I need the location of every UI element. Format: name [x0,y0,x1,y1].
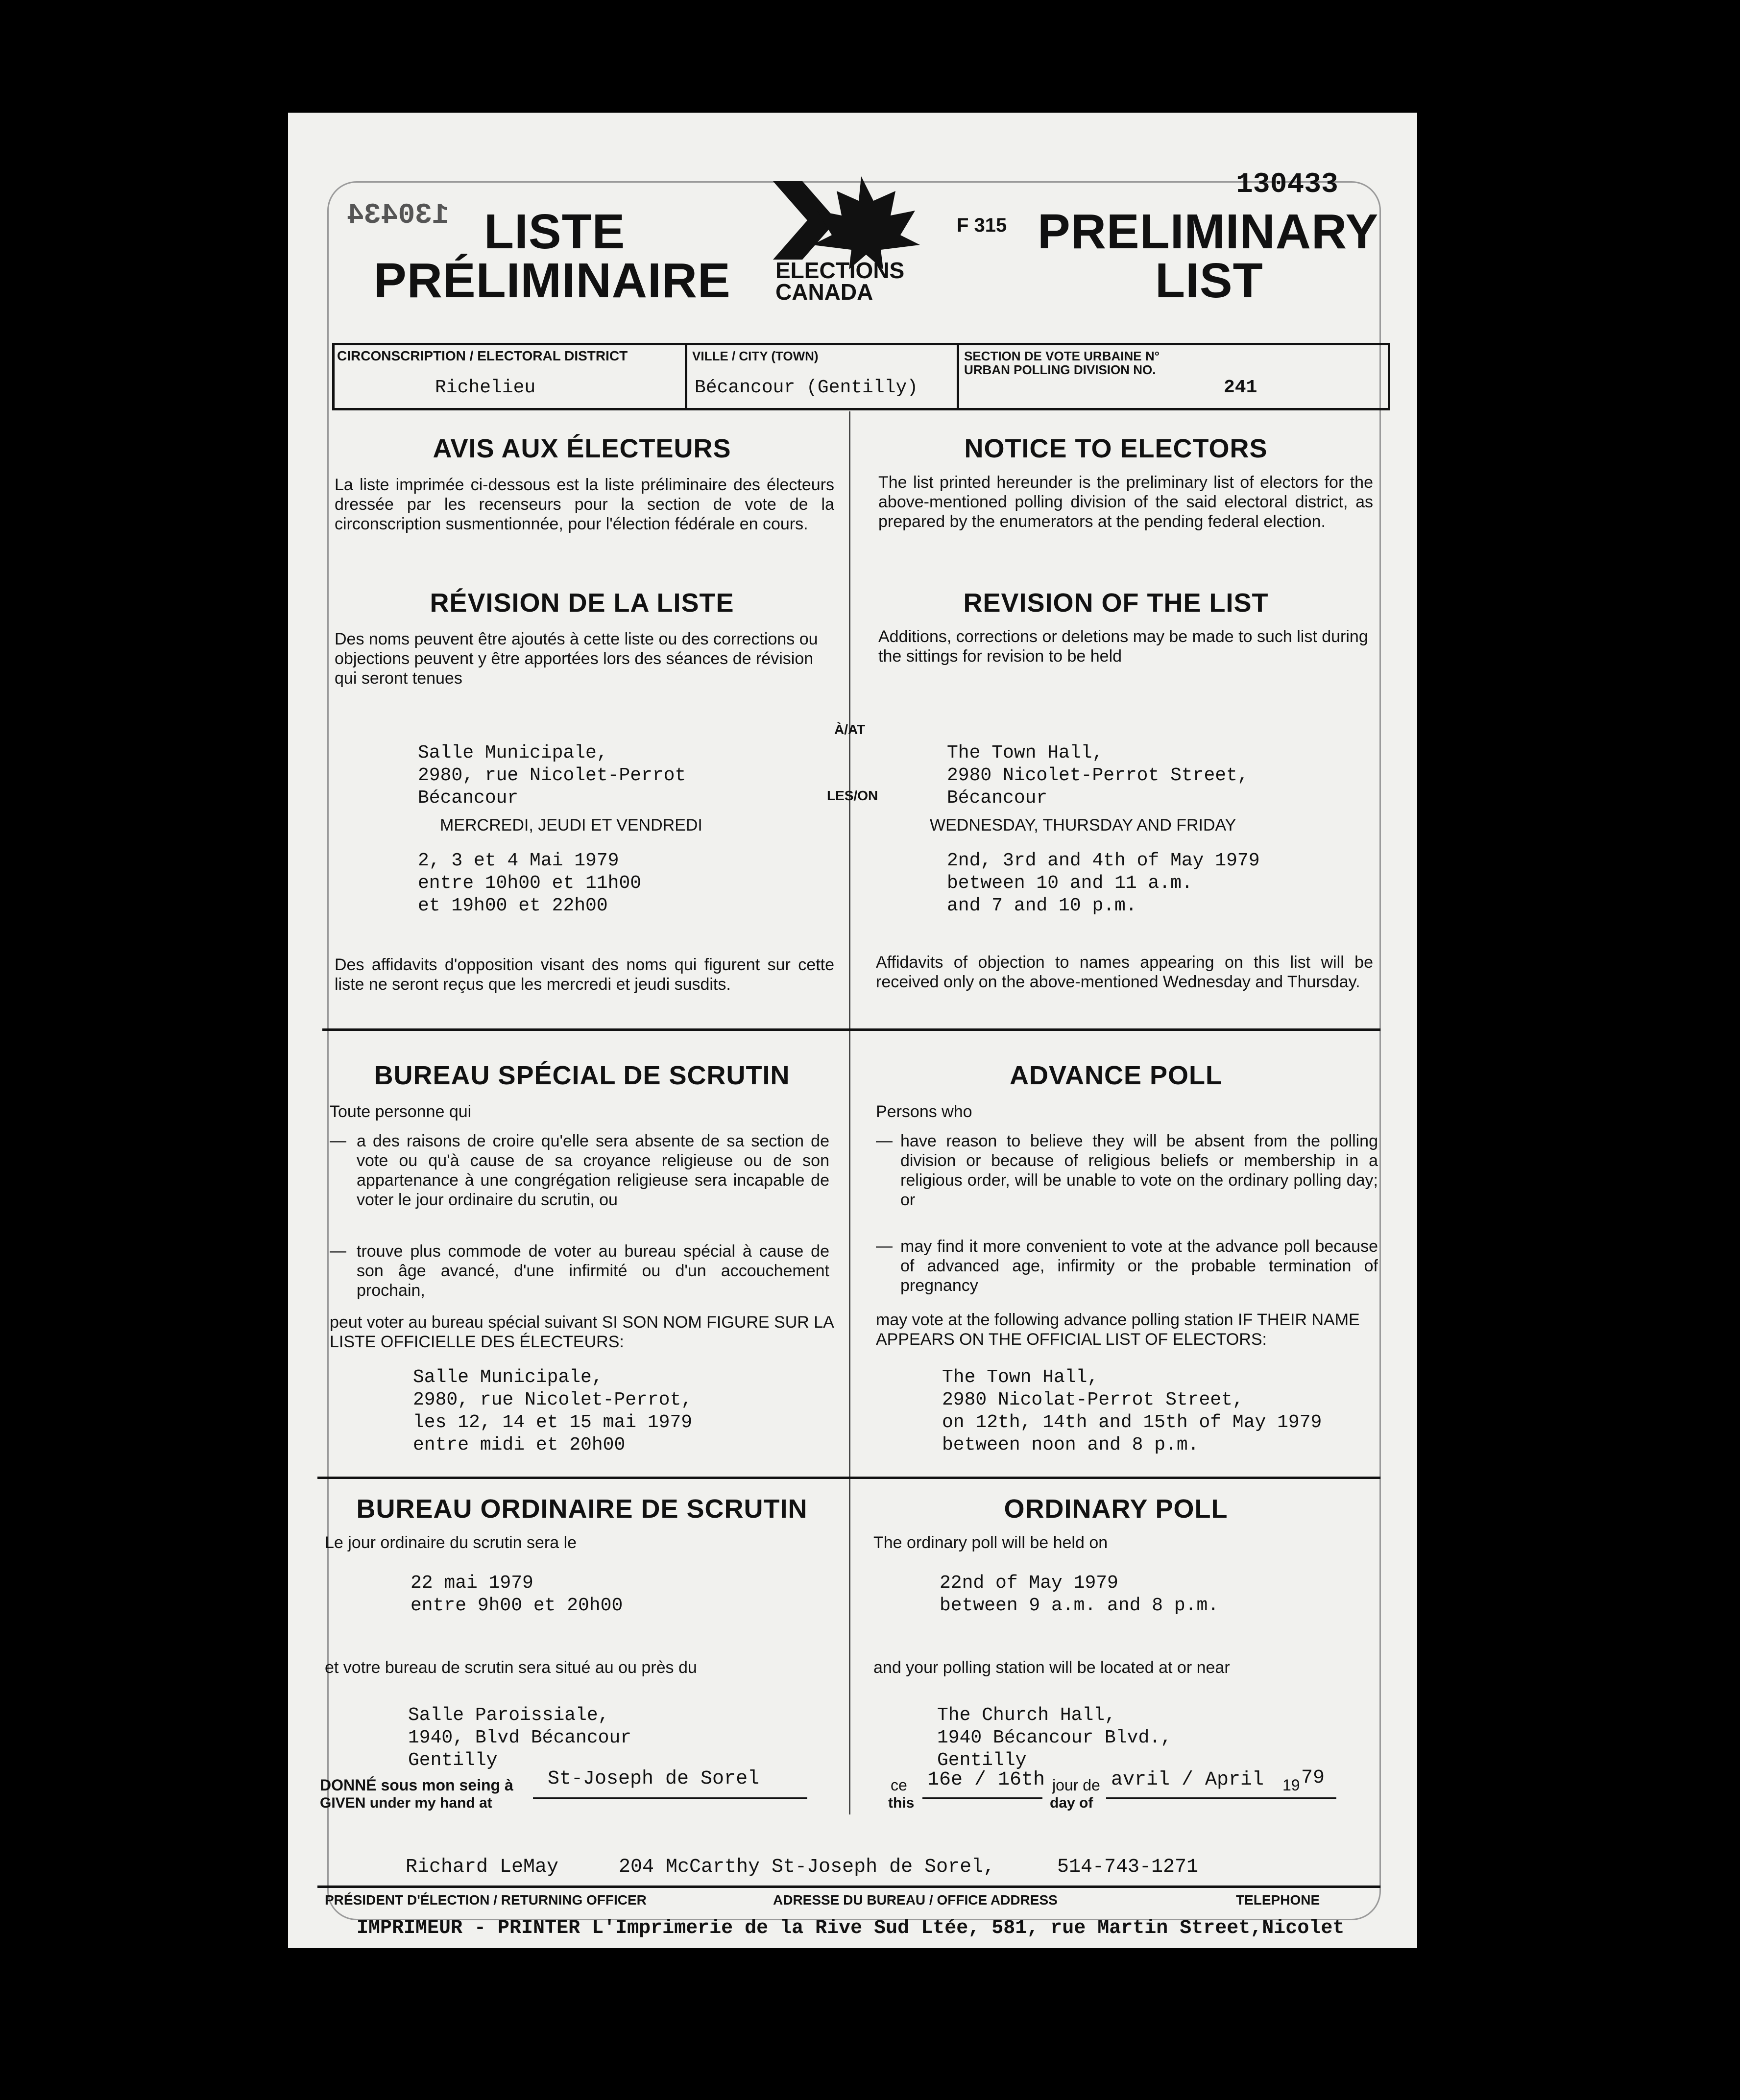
officer-phone: 514-743-1271 [1057,1856,1199,1878]
given-place-value: St-Joseph de Sorel [548,1768,760,1790]
advance-intro-en: Persons who [876,1102,972,1121]
title-fr-line2: PRÉLIMINAIRE [374,253,731,308]
affidavit-fr: Des affidavits d'opposition visant des noms qui figurent sur cette liste ne seront reçus que les mercredi et jeudi susdits. [335,955,834,994]
column-divider [849,411,850,1814]
advance-place-fr: Salle Municipale, 2980, rue Nicolet-Perrot, les 12, 14 et 15 mai 1979 entre midi et 20h00 [413,1367,693,1456]
revision-body-fr: Des noms peuvent être ajoutés à cette liste ou des corrections ou objections peuvent y être apportées lors des séances de révision qui seront tenues [335,630,818,688]
section-rule-1 [322,1028,1380,1031]
revision-title-en: REVISION OF THE LIST [963,588,1269,618]
advance-title-en: ADVANCE POLL [1009,1061,1222,1090]
notice-body-fr: La liste imprimée ci-dessous est la liste préliminaire des électeurs dressée par les recenseurs pour la section de vote de la circonscription susmentionnée, pour l'élection fédérale en cours. [335,476,834,533]
advance-place-en: The Town Hall, 2980 Nicolat-Perrot Street, on 12th, 14th and 15th of May 1979 between noon and 8 p.m. [942,1367,1322,1456]
revision-days-fr: MERCREDI, JEUDI ET VENDREDI [440,816,702,835]
affidavit-en: Affidavits of objection to names appearing on this list will be received only on the above-mentioned Wednesday and Thursday. [876,953,1373,991]
division-value: 241 [1224,377,1257,398]
ordinary-title-fr: BUREAU ORDINAIRE DE SCRUTIN [356,1494,808,1524]
logo-text-line1: ELECTIONS [775,258,905,283]
jour-de-label: jour de [1052,1776,1100,1794]
revision-body-en: Additions, corrections or deletions may be made to such list during the sittings for revision to be held [878,627,1368,666]
advance-bullet2-en: may find it more convenient to vote at the advance poll because of advanced age, infirmity or the probable termination of pregnancy [900,1237,1378,1295]
ordinary-station-intro-fr: et votre bureau de scrutin sera situé au ou près du [325,1658,697,1677]
section-rule-2 [317,1477,1380,1479]
given-label-en: GIVEN under my hand at [320,1795,492,1811]
ordinary-date-fr: 22 mai 1979 entre 9h00 et 20h00 [411,1573,623,1616]
officer-address-label: ADRESSE DU BUREAU / OFFICE ADDRESS [773,1892,1058,1908]
officer-address: 204 McCarthy St-Joseph de Sorel, [619,1856,995,1878]
given-label-fr: DONNÉ sous mon seing à [320,1776,513,1794]
day-of-label: day of [1050,1795,1093,1811]
division-label-1: SECTION DE VOTE URBAINE N° [964,349,1160,363]
officer-name-label: PRÉSIDENT D'ÉLECTION / RETURNING OFFICER [325,1892,647,1908]
title-en-line2: LIST [1155,253,1263,308]
serial-number-left: 130434 [347,200,449,232]
form-number: F 315 [957,215,1007,236]
advance-bullet1-en: have reason to believe they will be absent from the polling division or because of religious beliefs or membership in a religious order, will be unable to vote on the ordinary polling day; or [900,1132,1378,1209]
ordinary-place-fr: Salle Paroissiale, 1940, Blvd Bécancour Gentilly [408,1705,632,1771]
ordinary-title-en: ORDINARY POLL [1004,1494,1228,1524]
serial-number-right: 130433 [1236,169,1338,201]
advance-outro-fr: peut voter au bureau spécial suivant SI SON NOM FIGURE SUR LA LISTE OFFICIELLE DES ÉLECTEURS: [330,1313,833,1351]
notice-title-en: NOTICE TO ELECTORS [964,434,1268,463]
ordinary-station-intro-en: and your polling station will be located at or near [873,1658,1230,1677]
advance-bullet1-fr: a des raisons de croire qu'elle sera absente de sa section de vote ou qu'à cause de sa croyance religieuse ou de son appartenance à une congrégation religieuse sera incapable de voter le jour ordinaire du scrutin, ou [357,1132,829,1209]
day-value: 16e / 16th [927,1769,1045,1791]
officer-rule [317,1885,1380,1888]
ce-label: ce [891,1776,907,1794]
on-label: LES/ON [827,788,878,803]
title-fr-line1: LISTE [484,204,626,259]
this-label: this [888,1795,915,1811]
year-prefix: 19 [1282,1776,1300,1794]
month-value: avril / April [1111,1769,1264,1791]
at-label: À/AT [834,722,866,737]
notice-body-en: The list printed hereunder is the preliminary list of electors for the above-mentioned polling division of the said electoral district, as prepared by the enumerators at the pending federal election. [878,473,1373,531]
division-label-2: URBAN POLLING DIVISION NO. [964,362,1156,377]
revision-dates-fr: 2, 3 et 4 Mai 1979 entre 10h00 et 11h00 et 19h00 et 22h00 [418,850,642,916]
notice-title-fr: AVIS AUX ÉLECTEURS [433,434,731,463]
district-value: Richelieu [435,377,536,398]
advance-title-fr: BUREAU SPÉCIAL DE SCRUTIN [374,1061,790,1090]
revision-dates-en: 2nd, 3rd and 4th of May 1979 between 10 and 11 a.m. and 7 and 10 p.m. [947,850,1260,916]
revision-days-en: WEDNESDAY, THURSDAY AND FRIDAY [930,816,1236,835]
ordinary-place-en: The Church Hall, 1940 Bécancour Blvd., Gentilly [937,1705,1172,1771]
elections-canada-logo-icon [768,171,954,269]
ordinary-intro-fr: Le jour ordinaire du scrutin sera le [325,1533,577,1552]
ordinary-date-en: 22nd of May 1979 between 9 a.m. and 8 p.m. [940,1573,1219,1616]
ordinary-intro-en: The ordinary poll will be held on [873,1533,1108,1552]
logo-text-line2: CANADA [775,279,873,305]
revision-place-en: The Town Hall, 2980 Nicolet-Perrot Street, Bécancour [947,742,1249,809]
district-label: CIRCONSCRIPTION / ELECTORAL DISTRICT [337,348,628,363]
advance-intro-fr: Toute personne qui [330,1102,472,1121]
advance-bullet2-fr: trouve plus commode de voter au bureau spécial à cause de son âge avancé, d'une infirmité ou d'un accouchement prochain, [357,1242,829,1300]
title-en-line1: PRELIMINARY [1038,204,1379,259]
revision-place-fr: Salle Municipale, 2980, rue Nicolet-Perrot Bécancour [418,742,686,809]
revision-title-fr: RÉVISION DE LA LISTE [430,588,734,618]
year-suffix: 79 [1301,1767,1325,1789]
officer-name: Richard LeMay [406,1856,559,1878]
city-label: VILLE / CITY (TOWN) [692,349,819,363]
printer-line: IMPRIMEUR - PRINTER L'Imprimerie de la Rive Sud Ltée, 581, rue Martin Street,Nicolet [357,1917,1345,1939]
city-value: Bécancour (Gentilly) [695,377,918,398]
document-sheet: 130434 130433 LISTE PRÉLIMINAIRE ELECTIONS CANADA F 315 PRELIMINARY LIST CIRCONSCRIPTION / ELECTORAL DISTRICT Richelieu VILLE / CITY (TOWN) Bécancour (Gentilly) SECTION DE VOTE URBAINE N° URBAN POLLING DIVISION NO. 241 AVIS AUX ÉLECTEURS La liste imprimée ci-dessous est la liste préliminaire des électeurs dressée par les recenseurs pour la section de vote de la circonscription susmentionnée, pour l'élection fédérale en cours. NOTICE TO ELECTORS The list printed hereunder is the preliminary list of electors for the above-mentioned polling division of the said electoral district, as prepared by the enumerators at the pending federal election. RÉVISION DE LA LISTE Des noms peuvent être ajoutés à cette liste ou des corrections ou objections peuvent y être apportées lors des séances de révision qui seront tenues REVISION OF THE LIST Additions, corrections or deletions may be made to such list during the sittings for revision to be held À/AT LES/ON Salle Municipale, 2980, rue Nicolet-Perrot Bécancour The Town Hall, 2980 Nicolet-Perrot Street, Bécancour MERCREDI, JEUDI ET VENDREDI WEDNESDAY, THURSDAY AND FRIDAY 2, 3 et 4 Mai 1979 entre 10h00 et 11h00 et 19h00 et 22h00 2nd, 3rd and 4th of May 1979 between 10 and 11 a.m. and 7 and 10 p.m. Des affidavits d'opposition visant des noms qui figurent sur cette liste ne seront reçus que les mercredi et jeudi susdits. Affidavits of objection to names appearing on this list will be received only on the above-mentioned Wednesday and Thursday. BUREAU SPÉCIAL DE SCRUTIN Toute personne qui — a des raisons de croire qu'elle sera absente de sa section de vote ou qu'à cause de sa croyance religieuse ou de son appartenance à une congrégation religieuse sera incapable de voter le jour ordinaire du scrutin, ou — trouve plus commode de voter au bureau spécial à cause de son âge avancé, d'une infirmité ou d'un accouchement prochain, peut voter au bureau spécial suivant SI SON NOM FIGURE SUR LA LISTE OFFICIELLE DES ÉLECTEURS: Salle Municipale, 2980, rue Nicolet-Perrot, les 12, 14 et 15 mai 1979 entre midi et 20h00 ADVANCE POLL Persons who — have reason to believe they will be absent from the polling division or because of religious beliefs or membership in a religious order, will be unable to vote on the ordinary polling day; or — may find it more convenient to vote at the advance poll because of advanced age, infirmity or the probable termination of pregnancy may vote at the following advance polling station IF THEIR NAME APPEARS ON THE OFFICIAL LIST OF ELECTORS: The Town Hall, 2980 Nicolat-Perrot Street, on 12th, 14th and 15th of May 1979 between noon and 8 p.m. BUREAU ORDINAIRE DE SCRUTIN Le jour ordinaire du scrutin sera le 22 mai 1979 entre 9h00 et 20h00 et votre bureau de scrutin sera situé au ou près du Salle Paroissiale, 1940, Blvd Bécancour Gentilly ORDINARY POLL The ordinary poll will be held on 22nd of May 1979 between 9 a.m. and 8 p.m. and your polling station will be located at or near The Church Hall, 1940 Bécancour Blvd., Gentilly DONNÉ sous mon seing à GIVEN under my hand at St-Joseph de Sorel ce this 16e / 16th jour de day of avril / April 19 79 Richard LeMay 204 McCarthy St-Joseph de Sorel, 514-743-1271 PRÉSIDENT D'ÉLECTION / RETURNING OFFICER ADRESSE DU BUREAU / OFFICE ADDRESS TELEPHONE IMPRIMEUR - PRINTER L'Imprimerie de la Rive Sud Ltée, 581, rue Martin Street,Nicolet [288,113,1417,1948]
advance-outro-en: may vote at the following advance polling station IF THEIR NAME APPEARS ON THE OFFICIAL LIST OF ELECTORS: [876,1311,1360,1349]
officer-phone-label: TELEPHONE [1236,1892,1320,1908]
